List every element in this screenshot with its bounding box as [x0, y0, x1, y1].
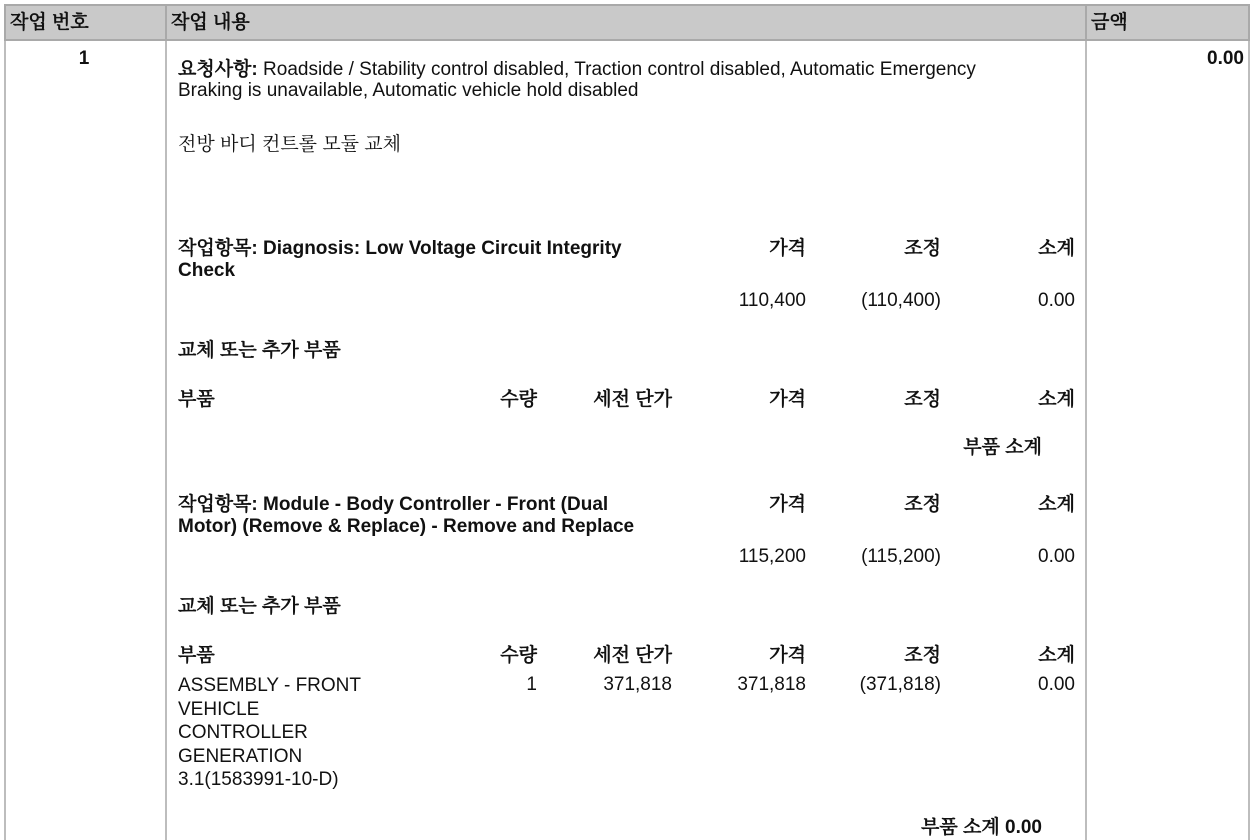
task1-unit-price-header: 세전 단가 — [593, 389, 672, 410]
task2-title-1: Module - Body Controller - Front (Dual — [263, 494, 609, 515]
task1-adjust-header: 조정 — [904, 238, 941, 259]
part-name-line: GENERATION — [178, 745, 303, 767]
task2-parts-subtotal-header: 소계 — [1038, 645, 1075, 666]
part-adjust: (371,818) — [859, 674, 941, 695]
task1-parts-subtotal: 부품 소계 — [963, 437, 1042, 458]
part-price: 371,818 — [737, 674, 806, 695]
task2-price-header: 가격 — [769, 494, 806, 515]
task2-subtotal: 0.00 — [1038, 546, 1075, 567]
task2-part-header: 부품 — [178, 645, 215, 666]
task2-adjust: (115,200) — [861, 546, 941, 567]
task2-title-line-1 — [178, 489, 608, 516]
task2-parts-price-header: 가격 — [769, 645, 806, 666]
task2-qty-header: 수량 — [500, 645, 537, 666]
task2-title-line-2: Motor) (Remove & Replace) - Remove and Replace — [178, 516, 635, 537]
task1-title-line-1 — [178, 233, 622, 260]
part-unit-price: 371,818 — [603, 674, 672, 695]
border-right — [1248, 41, 1250, 840]
task2-replace-parts-heading: 교체 또는 추가 부품 — [178, 596, 341, 617]
task1-label: 작업항목: — [178, 238, 258, 259]
task2-parts-adjust-header: 조정 — [904, 645, 941, 666]
header-job-description: 작업 내용 — [165, 4, 1087, 41]
task2-adjust-header: 조정 — [904, 494, 941, 515]
part-name-line: CONTROLLER — [178, 722, 308, 743]
work-order-table — [4, 4, 1250, 840]
part-name-line: VEHICLE — [178, 698, 260, 720]
part-qty: 1 — [526, 674, 537, 695]
task1-title-line-2: Check — [178, 260, 236, 281]
task2-parts-subtotal-label: 부품 소계 — [921, 817, 1000, 838]
task1-parts-subtotal-header: 소계 — [1038, 389, 1075, 410]
header-job-number: 작업 번호 — [4, 4, 167, 41]
request-label: 요청사항: — [178, 59, 258, 80]
task1-price: 110,400 — [738, 290, 806, 311]
row-number: 1 — [78, 48, 90, 69]
request-text-1: Roadside / Stability control disabled, Traction control disabled, Automatic Emergency — [263, 59, 976, 80]
header-amount: 금액 — [1085, 4, 1250, 41]
task1-parts-price-header: 가격 — [769, 389, 806, 410]
task1-title-1: Diagnosis: Low Voltage Circuit Integrity — [263, 238, 622, 259]
task1-subtotal: 0.00 — [1038, 290, 1075, 311]
part-name-line: ASSEMBLY - FRONT — [178, 675, 361, 696]
task2-subtotal-header: 소계 — [1038, 494, 1075, 515]
divider-col1 — [165, 41, 167, 840]
part-name-line: 3.1(1583991-10-D) — [178, 769, 339, 790]
request-note: 전방 바디 컨트롤 모듈 교체 — [178, 134, 402, 155]
task1-part-header: 부품 — [178, 389, 215, 410]
task2-parts-subtotal-value: 0.00 — [1005, 817, 1042, 838]
task2-price: 115,200 — [738, 546, 806, 567]
task2-unit-price-header: 세전 단가 — [593, 645, 672, 666]
task1-price-header: 가격 — [769, 238, 806, 259]
row-amount: 0.00 — [1207, 48, 1244, 69]
task2-label: 작업항목: — [178, 494, 258, 515]
task1-replace-parts-heading: 교체 또는 추가 부품 — [178, 340, 341, 361]
border-left — [4, 41, 6, 840]
request-text-2: Braking is unavailable, Automatic vehicle hold disabled — [178, 80, 639, 101]
task1-subtotal-header: 소계 — [1038, 238, 1075, 259]
task1-parts-adjust-header: 조정 — [904, 389, 941, 410]
task1-adjust: (110,400) — [861, 290, 941, 311]
request-line-1 — [178, 54, 976, 81]
part-subtotal: 0.00 — [1038, 674, 1075, 695]
part-name — [178, 674, 361, 792]
task2-parts-subtotal — [824, 812, 1042, 839]
task1-qty-header: 수량 — [500, 389, 537, 410]
divider-col2 — [1085, 41, 1087, 840]
